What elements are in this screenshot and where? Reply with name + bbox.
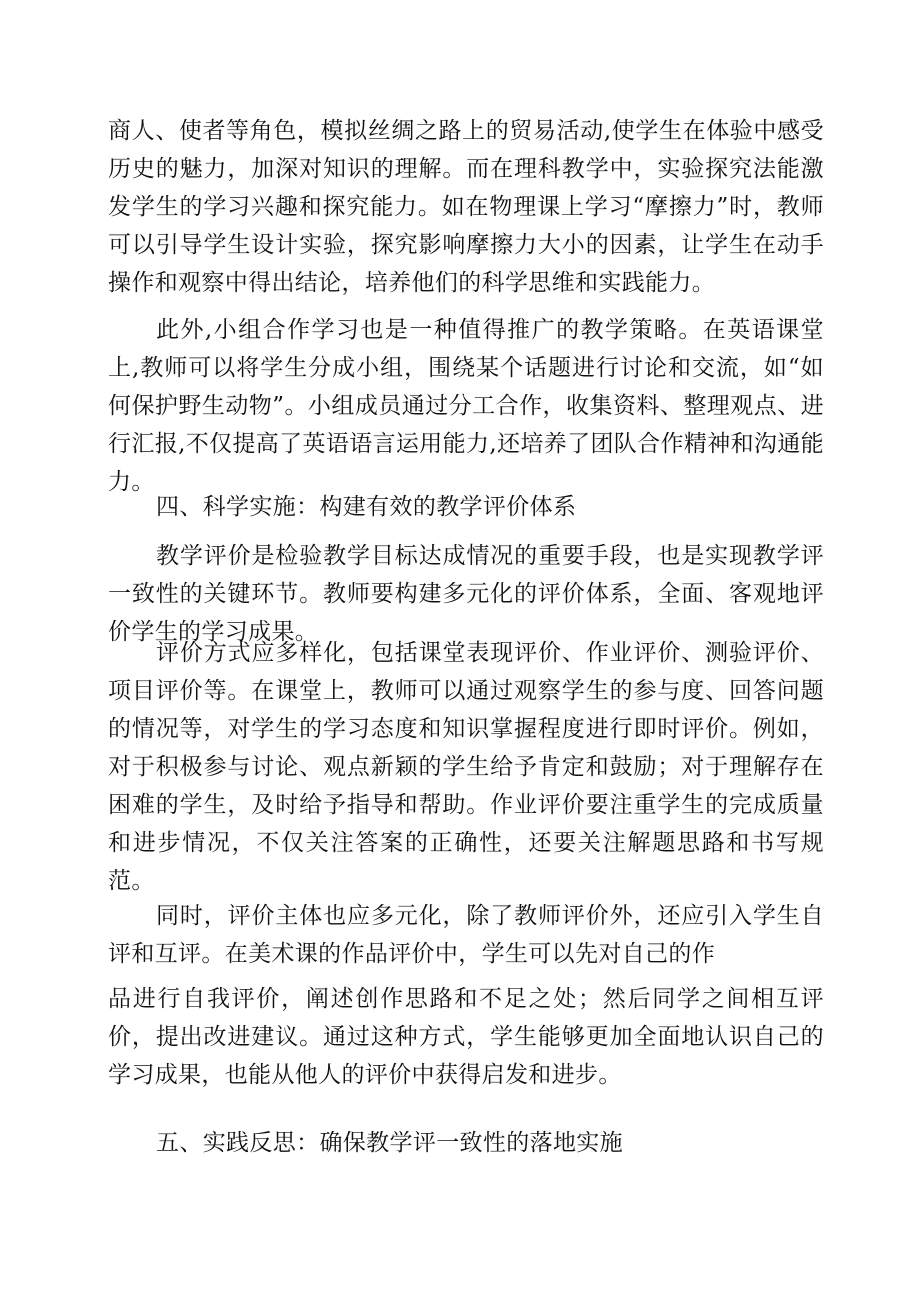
paragraph-evaluation-methods: 评价方式应多样化，包括课堂表现评价、作业评价、测验评价、项目评价等。在课堂上，教师可以通过观察学生的参与度、回答问题的情况等，对学生的学习态度和知识掌握程度进行即时评价。例如，对于积极参与讨论、观点新颖的学生给予肯定和鼓励；对于理解存在困难的学生，及时给予指导和帮助。作业评价要注重学生的完成质量和进步情况，不仅关注答案的正确性，还要关注解题思路和书写规范。 bbox=[108, 640, 824, 894]
paragraph-group-cooperation: 此外,小组合作学习也是一种值得推广的教学策略。在英语课堂上,教师可以将学生分成小组，围绕某个话题进行讨论和交流，如“如何保护野生动物”。小组成员通过分工合作，收集资料、整理观点、进行汇报,不仅提高了英语语言运用能力,还培养了团队合作精神和沟通能力。 bbox=[108, 317, 824, 495]
paragraph-role-play-and-experiment: 商人、使者等角色，模拟丝绸之路上的贸易活动,使学生在体验中感受历史的魅力，加深对知识的理解。而在理科教学中，实验探究法能激发学生的学习兴趣和探究能力。如在物理课上学习“摩擦力”时，教师可以引导学生设计实验，探究影响摩擦力大小的因素，让学生在动手操作和观察中得出结论，培养他们的科学思维和实践能力。 bbox=[108, 118, 824, 296]
paragraph-peer-evaluation: 品进行自我评价，阐述创作思路和不足之处；然后同学之间相互评价，提出改进建议。通过这种方式，学生能够更加全面地认识自己的学习成果，也能从他人的评价中获得启发和进步。 bbox=[108, 986, 824, 1088]
paragraph-evaluation-importance: 教学评价是检验教学目标达成情况的重要手段，也是实现教学评一致性的关键环节。教师要构建多元化的评价体系，全面、客观地评价学生的学习成果。 bbox=[108, 543, 824, 645]
paragraph-evaluation-subjects: 同时，评价主体也应多元化，除了教师评价外，还应引入学生自评和互评。在美术课的作品评价中，学生可以先对自己的作 bbox=[108, 903, 824, 967]
section-heading-four: 四、科学实施：构建有效的教学评价体系 bbox=[156, 494, 577, 520]
section-heading-five: 五、实践反思：确保教学评一致性的落地实施 bbox=[156, 1130, 623, 1156]
